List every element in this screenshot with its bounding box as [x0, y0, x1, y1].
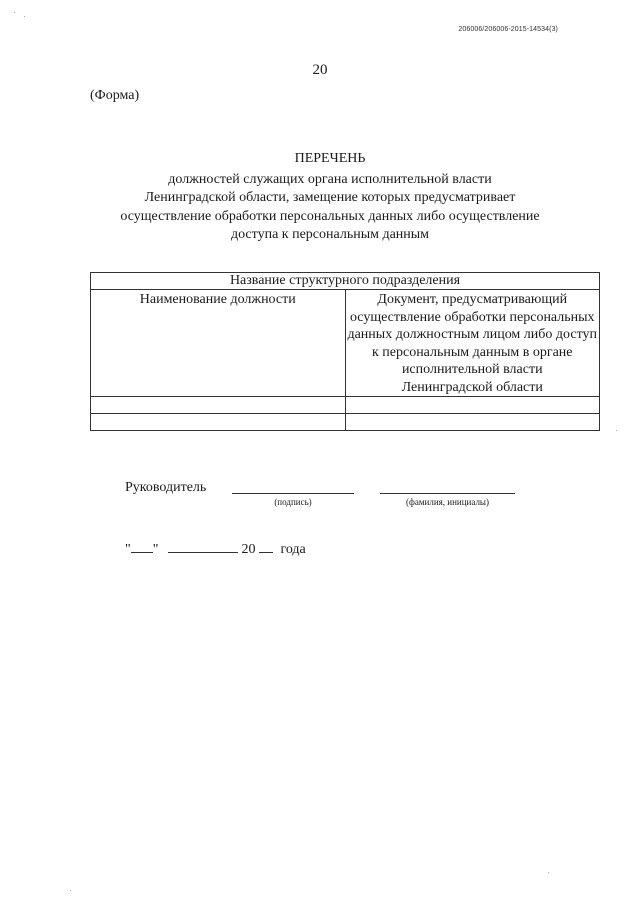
scan-speck: [548, 872, 549, 873]
document-column-header: [345, 290, 600, 397]
month-blank: [168, 540, 238, 553]
title-line-4: доступа к персональным данным: [230, 227, 430, 242]
signature-caption: (подпись): [274, 497, 312, 507]
signature-label: Руководитель: [125, 480, 207, 495]
year-blank: [259, 540, 273, 553]
document-id: 206006/206006-2015-14534(3): [458, 26, 558, 33]
title-line-1: должностей служащих органа исполнительной власти: [168, 171, 492, 187]
date-close-quote: ": [152, 542, 159, 557]
table-header-row: [91, 290, 600, 397]
page-number: 20: [312, 62, 328, 78]
document-header-line: данных должностным лицом либо доступ: [347, 327, 598, 342]
scan-speck: [616, 430, 617, 431]
name-caption: (фамилия, инициалы): [406, 497, 489, 507]
table-cell: [91, 414, 346, 431]
document-header-line: исполнительной власти: [401, 362, 543, 377]
title-line-3: осуществление обработки персональных данных либо осуществление: [120, 208, 540, 224]
scan-speck: [24, 16, 25, 17]
table-cell: [91, 397, 346, 414]
title-line-2: Ленинградской области, замещение которых предусматривает: [144, 190, 516, 205]
name-line: [380, 493, 515, 494]
positions-table: [90, 272, 600, 431]
position-column-header: Наименование должности: [91, 290, 346, 397]
form-label: (Форма): [90, 88, 140, 103]
department-header: Название структурного подразделения: [91, 273, 600, 290]
title-block: [60, 150, 600, 245]
scan-speck: [14, 12, 15, 13]
scan-speck: [70, 890, 71, 891]
table-row: [91, 397, 600, 414]
document-header-line: Документ, предусматривающий: [377, 292, 568, 307]
date-open-quote: ": [125, 542, 131, 557]
signature-line: [232, 493, 354, 494]
document-heading: ПЕРЕЧЕНЬ: [294, 151, 366, 166]
document-header-line: осуществление обработки персональных: [349, 309, 595, 325]
year-prefix: 20: [241, 542, 256, 557]
table-cell: [345, 397, 600, 414]
year-suffix: года: [280, 542, 306, 557]
table-cell: [345, 414, 600, 431]
table-row: [91, 414, 600, 431]
date-line: [125, 540, 306, 558]
document-header-line: Ленинградской области: [401, 379, 543, 395]
day-blank: [131, 540, 153, 553]
document-header-line: к персональным данным в органе: [371, 344, 573, 360]
